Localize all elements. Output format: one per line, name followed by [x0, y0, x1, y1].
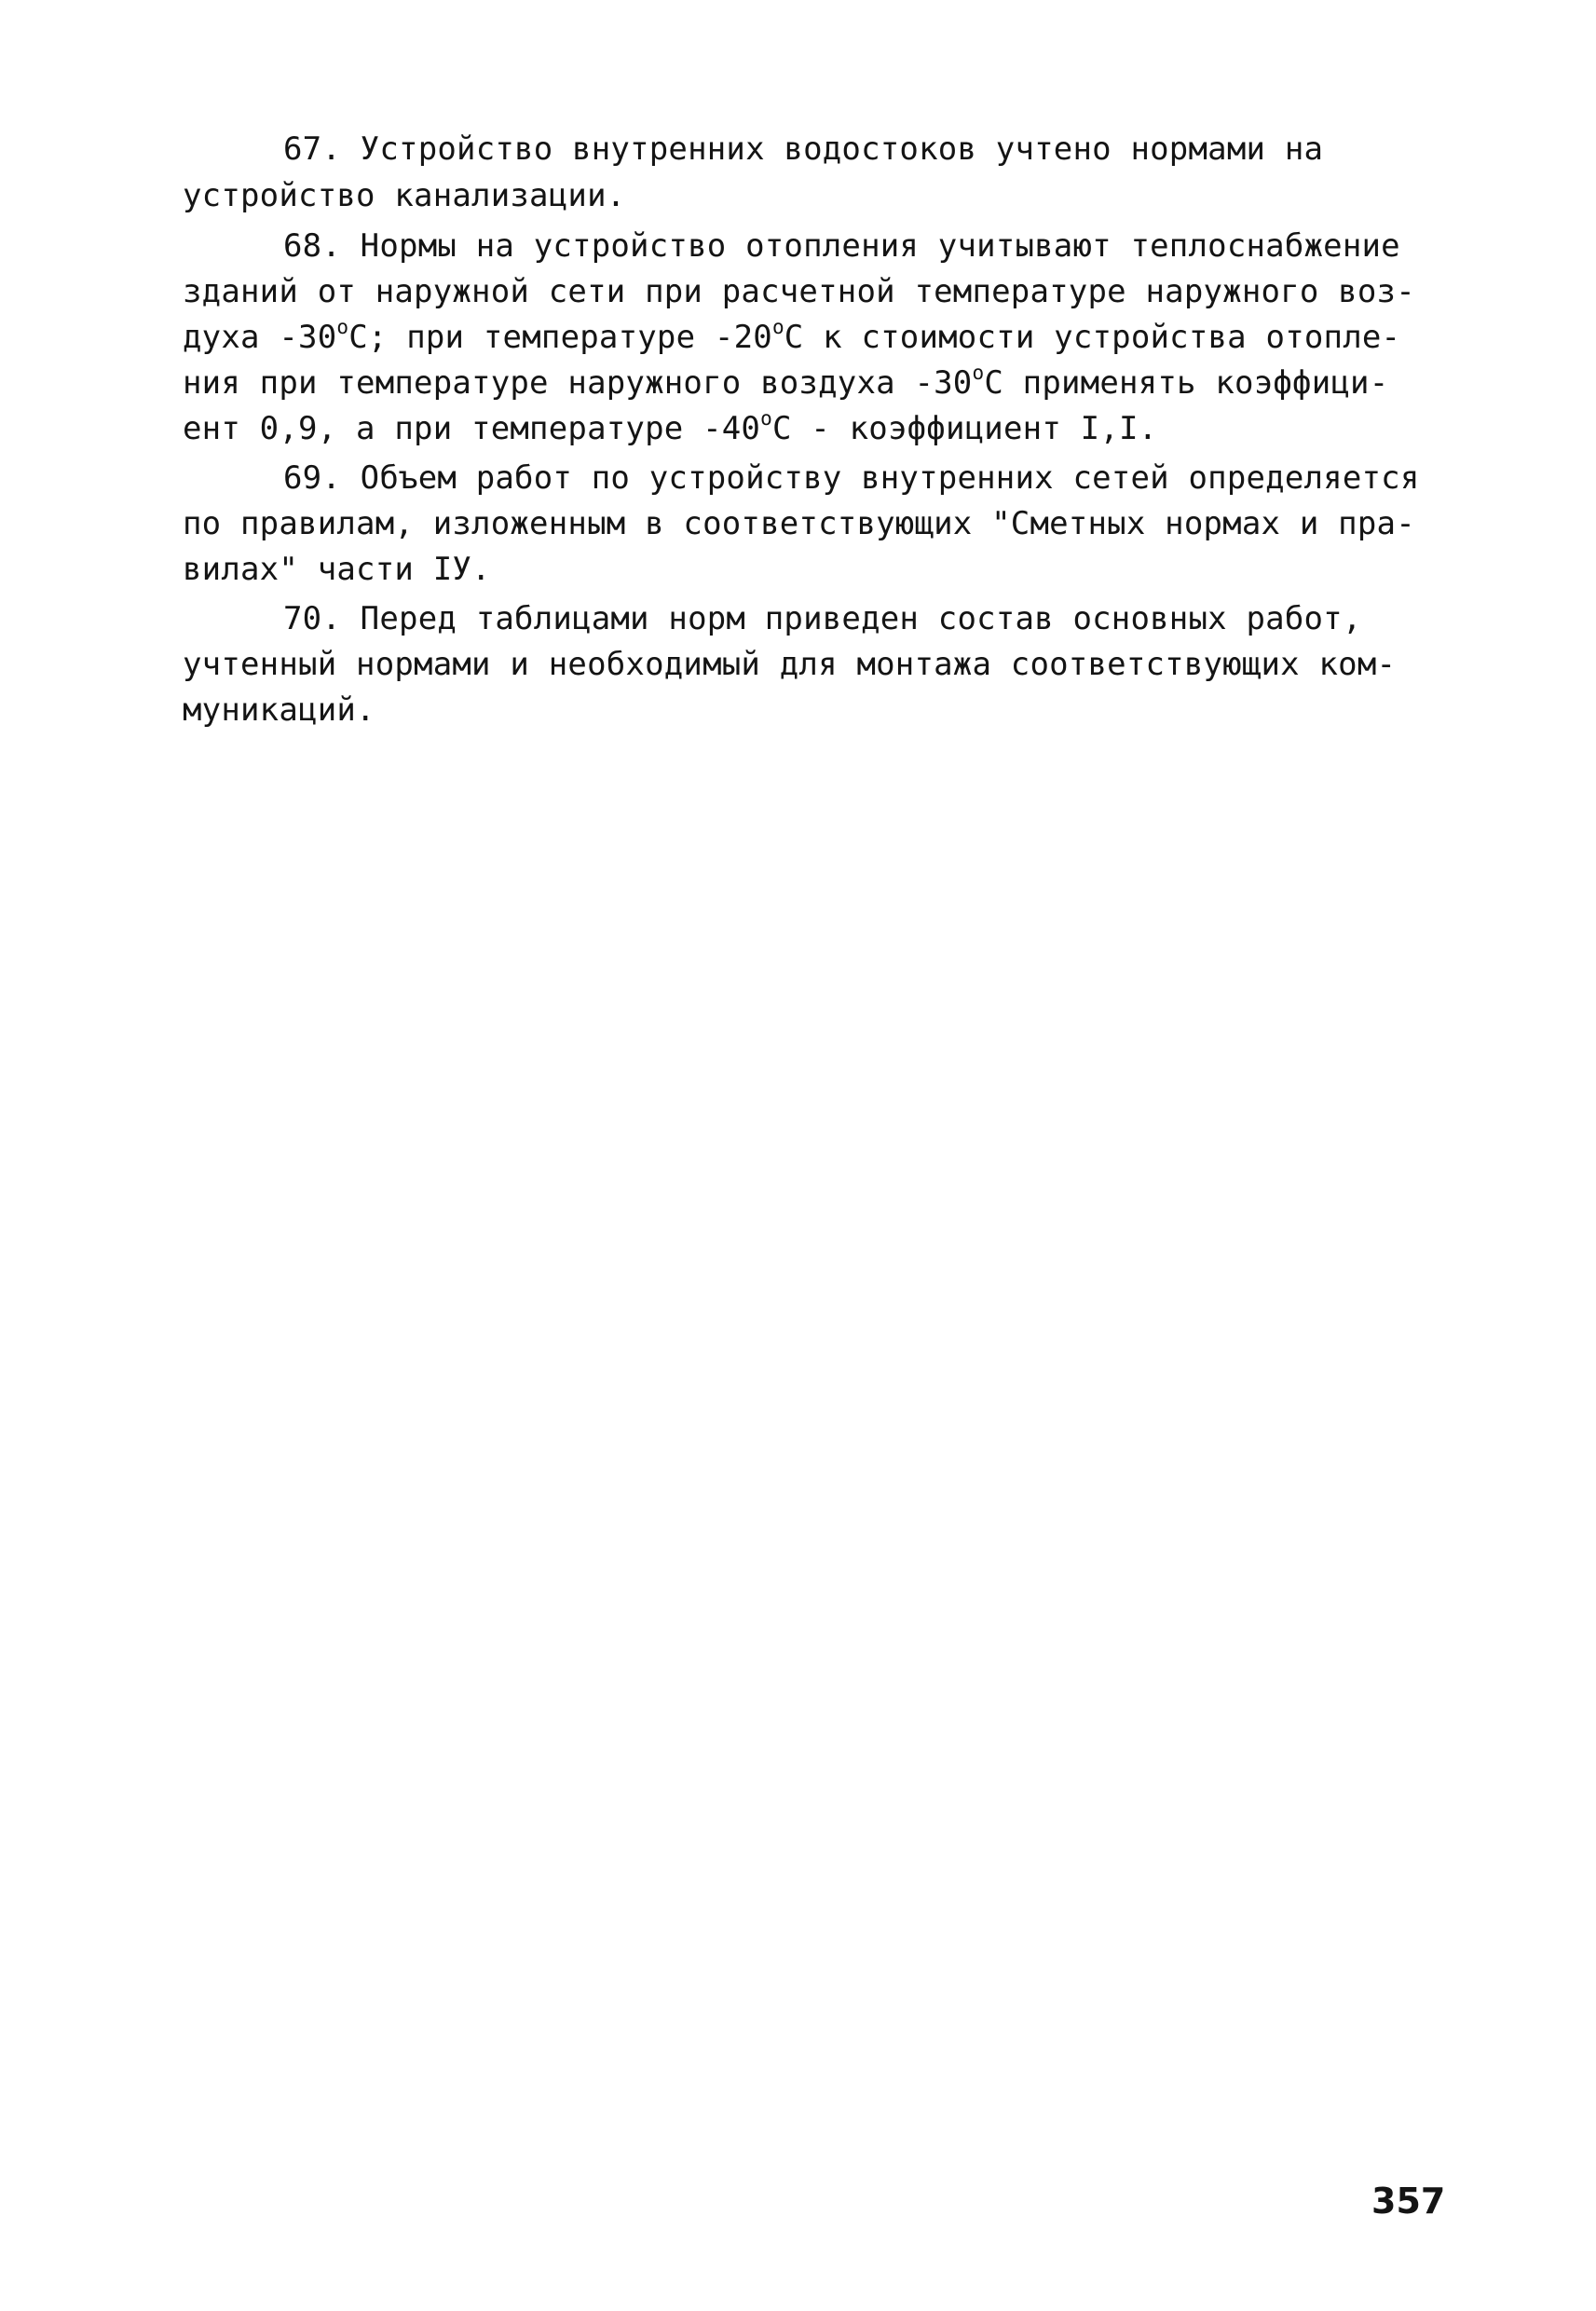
- text-span: духа -30: [183, 319, 337, 356]
- degree-sign: o: [760, 406, 772, 430]
- paragraph-70-line-2: учтенный нормами и необходимый для монтажа соответствующих ком-: [183, 646, 1397, 683]
- paragraph-68-line-4: [183, 361, 1389, 402]
- paragraph-69-line-1: 69. Объем работ по устройству внутренних сетей определяется: [283, 459, 1420, 497]
- text-span: ния при температуре наружного воздуха -30: [183, 364, 973, 402]
- degree-sign: o: [771, 315, 784, 338]
- degree-sign: o: [336, 315, 349, 338]
- paragraph-69-line-2: по правилам, изложенным в соответствующих "Сметных нормах и пра-: [183, 505, 1415, 542]
- paragraph-68-line-3: [183, 315, 1401, 356]
- paragraph-70-line-3: муникаций.: [183, 691, 375, 729]
- paragraph-69-line-3: вилах" части IУ.: [183, 551, 491, 588]
- paragraph-70-line-1: 70. Перед таблицами норм приведен состав основных работ,: [283, 600, 1362, 637]
- text-span: С; при температуре -20: [348, 319, 772, 356]
- paragraph-67-line-2: устройство канализации.: [183, 177, 626, 214]
- paragraph-68-line-2: зданий от наружной сети при расчетной температуре наружного воз-: [183, 273, 1415, 310]
- text-span: С применять коэффици-: [984, 364, 1389, 402]
- text-span: С к стоимости устройства отопле-: [784, 319, 1401, 356]
- paragraph-68-line-5: [183, 406, 1158, 447]
- paragraph-67-line-1: 67. Устройство внутренних водостоков учтено нормами на: [283, 130, 1324, 168]
- paragraph-68-line-1: 68. Нормы на устройство отопления учитывают теплоснабжение: [283, 227, 1400, 265]
- page-number: 357: [1371, 2181, 1446, 2222]
- degree-sign: o: [972, 361, 985, 384]
- text-span: С - коэффициент I,I.: [771, 410, 1158, 447]
- text-span: ент 0,9, а при температуре -40: [183, 410, 761, 447]
